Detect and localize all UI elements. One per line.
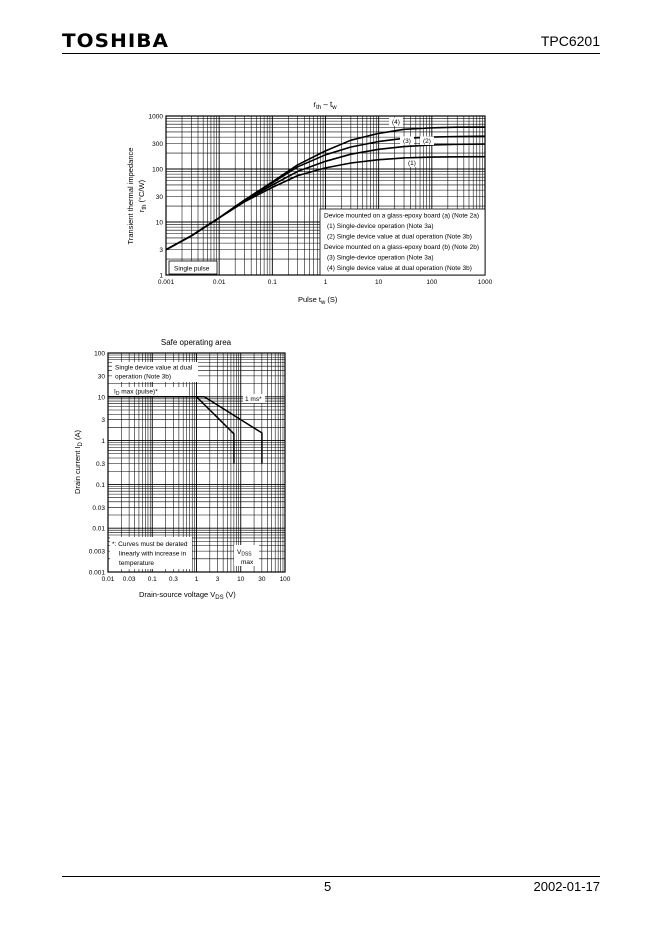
- toshiba-logo: TOSHIBA: [62, 30, 170, 52]
- chart2-note-bottom-line: *: Curves must be derated: [112, 541, 188, 548]
- chart2-x-tick-label: 0.3: [168, 576, 178, 583]
- chart1-series-label: (3): [403, 138, 411, 145]
- chart1-single-pulse-label: Single pulse: [174, 265, 210, 273]
- page-number: 5: [324, 879, 332, 894]
- chart1-legend-line: (4) Single device value at dual operation (Note 3b): [327, 265, 472, 272]
- chart1-x-tick-label: 0.1: [267, 279, 277, 286]
- chart1-x-tick-label: 1000: [477, 279, 493, 286]
- chart2-x-tick-label: 0.03: [122, 576, 136, 583]
- chart2-note-top-line: Single device value at dual: [115, 364, 193, 372]
- chart2-y-tick-label: 0.001: [88, 569, 105, 577]
- chart1-y-tick-label: 30: [155, 194, 163, 202]
- chart2-y-tick-label: 0.01: [92, 525, 105, 533]
- chart2-y-tick-label: 3: [101, 417, 105, 425]
- chart2-x-tick-label: 10: [237, 576, 245, 583]
- chart2-y-tick-label: 100: [94, 350, 105, 358]
- chart1-legend-line: Device mounted on a glass-epoxy board (a) (Note 2a): [324, 212, 479, 220]
- chart2-y-tick-label: 0.1: [95, 481, 105, 489]
- chart1-y-axis-unit-label: $r_{th}$ (°C/W): [137, 179, 148, 213]
- part-number: TPC6201: [540, 33, 600, 49]
- chart2-note-bottom: [110, 537, 192, 569]
- chart2-y-tick-label: 0.03: [92, 504, 105, 512]
- chart2-y-tick-label: 10: [97, 394, 105, 402]
- chart2-vdss-label: [234, 545, 259, 566]
- chart2-y-tick-label: 30: [97, 373, 105, 381]
- chart2-id-max-label: [112, 387, 188, 397]
- svg-text:ID max (pulse)*: $I_D$ max (pulse)*: [114, 388, 158, 397]
- chart2-x-tick-label: 30: [258, 576, 266, 583]
- svg-text:1 ms*: 1 ms*: [245, 396, 262, 403]
- chart1-legend-line: (2) Single device value at dual operation (Note 3b): [327, 233, 472, 241]
- chart1-y-tick-label: 3: [159, 247, 163, 255]
- chart2-note-bottom-line: temperature: [119, 560, 155, 567]
- footer-rule: [62, 876, 600, 877]
- chart1-x-tick-label: 100: [426, 279, 438, 286]
- svg-text:VDSS: $V_{DSS}$: [237, 549, 252, 558]
- chart2-soa-line: [108, 397, 234, 464]
- chart1-y-tick-label: 300: [152, 141, 163, 149]
- chart2-x-tick-label: 0.1: [147, 576, 157, 583]
- chart1-legend-line: Device mounted on a glass-epoxy board (b) (Note 2b): [324, 244, 479, 251]
- chart2-title: Safe operating area: [160, 338, 232, 347]
- chart2-y-tick-label: 1: [101, 438, 105, 446]
- chart1-y-tick-label: 100: [152, 166, 163, 174]
- chart1-x-tick-label: 1: [323, 279, 328, 286]
- chart1-legend-line: (1) Single-device operation (Note 3a): [327, 223, 434, 230]
- chart2-y-tick-label: 0.003: [88, 548, 105, 556]
- chart1-x-tick-label: 10: [375, 279, 383, 286]
- chart2-1ms-label: [243, 394, 265, 403]
- chart2-y-axis-label: Drain current $I_D$ (A): [73, 430, 84, 494]
- chart2-x-tick-label: 1: [194, 576, 199, 583]
- chart1-legend-line: (3) Single-device operation (Note 3a): [327, 254, 434, 262]
- chart1-x-tick-label: 0.001: [157, 279, 175, 286]
- chart1-y-tick-label: 10: [155, 219, 163, 227]
- chart2-note-bottom-line: linearly with increase in: [119, 550, 187, 558]
- chart2-x-tick-label: 3: [215, 576, 220, 583]
- chart1-x-tick-label: 0.01: [212, 279, 226, 286]
- chart2-note-top: [112, 362, 198, 382]
- chart1-x-axis-label: Pulse $t_w$ (S): [298, 295, 338, 306]
- chart2-y-tick-label: 0.3: [95, 461, 105, 469]
- chart2-note-top-line: operation (Note 3b): [115, 373, 172, 381]
- chart2-x-tick-label: 100: [279, 576, 291, 583]
- chart1-series-label: (2): [423, 138, 431, 145]
- footer-date: 2002-01-17: [533, 879, 600, 894]
- chart1-y-tick-label: 1000: [148, 113, 163, 121]
- chart2-x-axis-label: Drain-source voltage $V_{DS}$ (V): [139, 590, 236, 601]
- chart1-series-label: (4): [392, 119, 400, 126]
- chart1-y-tick-label: 1: [159, 272, 163, 280]
- svg-text:max: max: [241, 559, 254, 566]
- chart1-series-label: (1): [408, 160, 416, 167]
- chart1-y-axis-label: Transient thermal impedance: [126, 147, 135, 245]
- chart1-title: $r_{th} - t_w$: [313, 100, 337, 111]
- chart2-x-tick-label: 0.01: [101, 576, 115, 583]
